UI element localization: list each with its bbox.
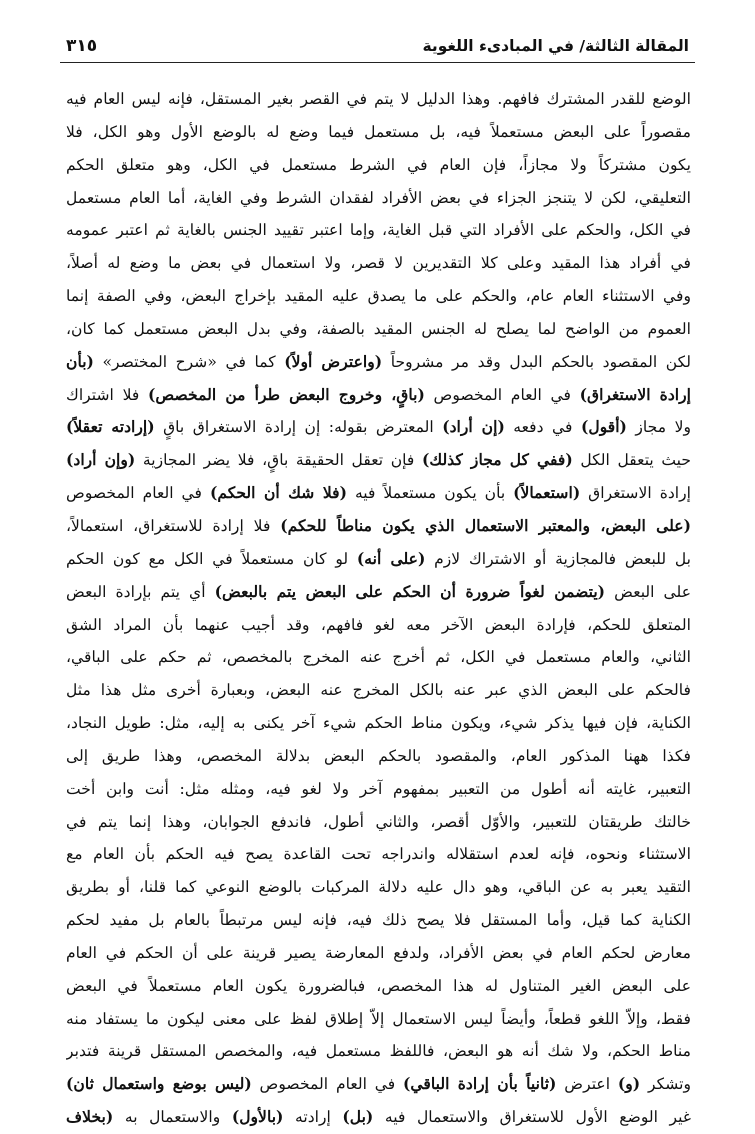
- bold-quoted-text: (بأن: [66, 351, 94, 371]
- text-line: [66, 280, 691, 313]
- commentary-text: وفي الاستثناء العام عام، والحكم على ما يصدق عليه المقيد بإخراج البعض، وفي الصفة إنما: [66, 287, 691, 306]
- commentary-text: التعبير، غايته أنه أطول من التعبير بمفهوم آخر ولا لغو فيه، ومثله مثل: أنت وابن أخت: [66, 779, 691, 798]
- bold-quoted-text: (وإن أراد): [66, 450, 136, 470]
- text-line: [66, 1068, 691, 1101]
- text-line: [66, 346, 691, 379]
- text-line: [66, 740, 691, 773]
- text-line: [66, 411, 691, 444]
- text-line: [66, 247, 691, 280]
- text-line: [66, 83, 691, 116]
- commentary-text: في أفراد هذا المقيد وعلى كلا التقديرين لا قصر، ولا استعمال في بعض ما وضع له أصلاً،: [66, 254, 691, 273]
- bold-quoted-text: (أقول): [580, 417, 627, 437]
- commentary-text: يكون مشتركاً ولا مجازاً، فإن العام في الشرط مستعمل في الكل، وهو متعلق الحكم: [66, 155, 691, 174]
- bold-quoted-text: (و): [617, 1074, 641, 1094]
- text-line: [66, 1101, 691, 1134]
- text-line: [66, 149, 691, 182]
- header-rule: [60, 62, 695, 63]
- commentary-text: اعترض: [556, 1075, 618, 1094]
- text-line: [66, 182, 691, 215]
- commentary-text: وتشكر: [640, 1075, 691, 1094]
- commentary-text: إرادته: [283, 1108, 343, 1127]
- commentary-text: في الكل، والحكم على الأفراد التي قبل الغاية، وإما اعتبر تقييد الجنس بالغاية ثم اعتبر عمومه: [66, 221, 691, 240]
- commentary-text: في العام المخصوص: [424, 385, 580, 404]
- commentary-text: بأن يكون مستعملاً فيه: [346, 484, 514, 503]
- bold-quoted-text: إرادة الاستغراق): [579, 384, 691, 404]
- text-line: [66, 444, 691, 477]
- text-line: [66, 543, 691, 576]
- text-line: [66, 379, 691, 412]
- commentary-text: كما في «شرح المختصر»: [93, 352, 285, 371]
- commentary-text: فقط، وإلاّ اللغو قطعاً، وأيضاً ليس الاستعمال إلاّ إطلاق لفظ على معنى ليكون ما يستفاد منه: [66, 1009, 691, 1028]
- bold-quoted-text: (ثانياً بأن إرادة الباقي): [403, 1074, 557, 1094]
- commentary-text: على البعض الغير المتناول له هذا المخصص، فبالضرورة يكون العام مستعملاً في البعض: [66, 976, 691, 995]
- text-line: [66, 510, 691, 543]
- commentary-text: الوضع للقدر المشترك فافهم. وهذا الدليل لا يتم في القصر بغير المستقل، فإنه ليس العام فيه: [66, 90, 691, 108]
- commentary-text: الثاني، والعام مستعمل في الكل، ثم أخرج عنه المخرج بالمخصص، ثم حكم على الباقي،: [66, 648, 691, 667]
- text-line: [66, 313, 691, 346]
- bold-quoted-text: (إرادته تعقلاً): [66, 417, 155, 437]
- commentary-text: فالحكم على البعض الذي عبر عنه بالكل المخرج عنه البعض، وبعبارة أخرى مثل هذا مثل: [66, 681, 691, 700]
- bold-quoted-text: (إن أراد): [442, 417, 505, 437]
- commentary-text: فكذا ههنا المذكور العام، والمقصود بالحكم البعض بدلالة المخصص، وهذا طريق إلى: [66, 746, 691, 765]
- bold-quoted-text: (استعمالاً): [513, 483, 581, 503]
- commentary-text: التقيد يعبر به عن الباقي، وهو دال عليه دلالة المركبات بالوضع النوعي كما قلنا، أو بطريق: [66, 878, 691, 897]
- commentary-text: فلا إرادة للاستغراق، استعمالاً،: [66, 516, 281, 535]
- text-line: [66, 116, 691, 149]
- bold-quoted-text: (بخلاف: [66, 1107, 114, 1127]
- text-line: [66, 904, 691, 937]
- chapter-title: المقالة الثالثة/ في المبادىء اللغوية: [422, 37, 689, 55]
- running-header: [66, 30, 689, 56]
- commentary-text: في دفعه: [504, 418, 581, 437]
- page-number: ٣١٥: [66, 36, 98, 56]
- commentary-text: المتعلق للحكم، فإرادة البعض الآخر معه لغو فافهم، وقد أجيب عنهما بأن المراد الشق: [66, 615, 691, 634]
- bold-quoted-text: (باقٍ، وخروج البعض طرأ من المخصص): [148, 384, 425, 404]
- commentary-text: ولا مجاز: [626, 418, 691, 437]
- text-line: [66, 1035, 691, 1068]
- bold-quoted-text: (بل): [342, 1107, 374, 1127]
- commentary-text: المعترض بقوله: إن إرادة الاستغراق باقٍ: [154, 418, 443, 437]
- bold-quoted-text: (على البعض، والمعتبر الاستعمال الذي يكون مناطاً للحكم): [280, 515, 691, 535]
- body-text: [66, 83, 691, 1134]
- commentary-text: لو كان مستعملاً في الكل مع كون الحكم: [66, 549, 357, 568]
- text-line: [66, 707, 691, 740]
- bold-quoted-text: (يتضمن لغواً ضرورة أن الحكم على البعض يتم بالبعض): [214, 581, 606, 601]
- commentary-text: خالتك طريقتان للتعبير، والأوّل أقصر، والثاني أطول، فاندفع الجوابان، وهذا إنما يتم في: [66, 812, 691, 831]
- text-line: [66, 576, 691, 609]
- commentary-text: إرادة الاستغراق: [580, 484, 691, 503]
- text-line: [66, 674, 691, 707]
- bold-quoted-text: (فلا شك أن الحكم): [209, 483, 347, 503]
- bold-quoted-text: (واعترض أولاً): [284, 351, 383, 371]
- text-line: [66, 1003, 691, 1036]
- text-line: [66, 838, 691, 871]
- bold-quoted-text: (ليس بوضع واستعمال ثان): [66, 1074, 252, 1094]
- commentary-text: العموم من الواضح لما يصلح له الجنس المقيد بالصفة، وفي بدل البعض مستعمل كما كان،: [66, 319, 691, 338]
- commentary-text: مناط الحكم، ولا شك أنه هو البعض، فاللفظ مستعمل فيه، والمخصص المستقل قرينة فتدبر: [66, 1042, 691, 1061]
- text-line: [66, 214, 691, 247]
- text-line: [66, 609, 691, 642]
- commentary-text: على البعض: [605, 582, 691, 601]
- commentary-text: والاستعمال به: [113, 1108, 232, 1127]
- text-line: [66, 970, 691, 1003]
- commentary-text: حيث يتعقل الكل: [572, 451, 691, 470]
- commentary-text: بل للبعض فالمجازية أو الاشتراك لازم: [425, 549, 691, 568]
- bold-quoted-text: (ففي كل مجاز كذلك): [421, 450, 573, 470]
- commentary-text: غير الوضع الأول للاستغراق والاستعمال فيه: [373, 1108, 691, 1127]
- commentary-text: لكن المقصود بالحكم البدل وقد مر مشروحاً: [382, 352, 691, 371]
- text-line: [66, 937, 691, 970]
- commentary-text: معارض لحكم العام في بعض الأفراد، ولدفع المعارضة يصير قرينة على أن الحكم في العام: [66, 943, 691, 962]
- commentary-text: الكناية كما قيل، وأما المستقل فلا يصح ذلك فيه، فإنه ليس مرتبطاً بالعام بل مفيد لحكم: [66, 911, 691, 930]
- commentary-text: أي يتم بإرادة البعض: [66, 582, 215, 601]
- bold-quoted-text: (على أنه): [356, 548, 426, 568]
- commentary-text: فلا اشتراك: [66, 385, 148, 404]
- commentary-text: التعليقي، لكن لا يتنجز الجزاء في بعض الأفراد لفقدان الشرط وفي الغاية، أما العام مستعمل: [66, 188, 691, 207]
- commentary-text: في العام المخصوص: [66, 484, 210, 503]
- commentary-text: في العام المخصوص: [251, 1075, 404, 1094]
- text-line: [66, 477, 691, 510]
- bold-quoted-text: (بالأول): [231, 1107, 284, 1127]
- text-line: [66, 641, 691, 674]
- text-line: [66, 871, 691, 904]
- text-line: [66, 773, 691, 806]
- text-line: [66, 806, 691, 839]
- commentary-text: مقصوراً على البعض مستعملاً فيه، بل مستعمل فيما وضع له بالوضع الأول وهو الكل، فلا: [66, 122, 691, 141]
- commentary-text: الاستثناء ونحوه، فإنه لعدم استقلاله واندراجه تحت القاعدة يصح فيه الحكم بأن العام مع: [66, 845, 691, 864]
- commentary-text: الكناية، فإن فيها يذكر شيء، ويكون مناط الحكم شيء آخر يكنى به إليه، مثل: طويل النجاد،: [66, 714, 691, 733]
- commentary-text: فإن تعقل الحقيقة باقٍ، فلا يضر المجازية: [135, 451, 422, 470]
